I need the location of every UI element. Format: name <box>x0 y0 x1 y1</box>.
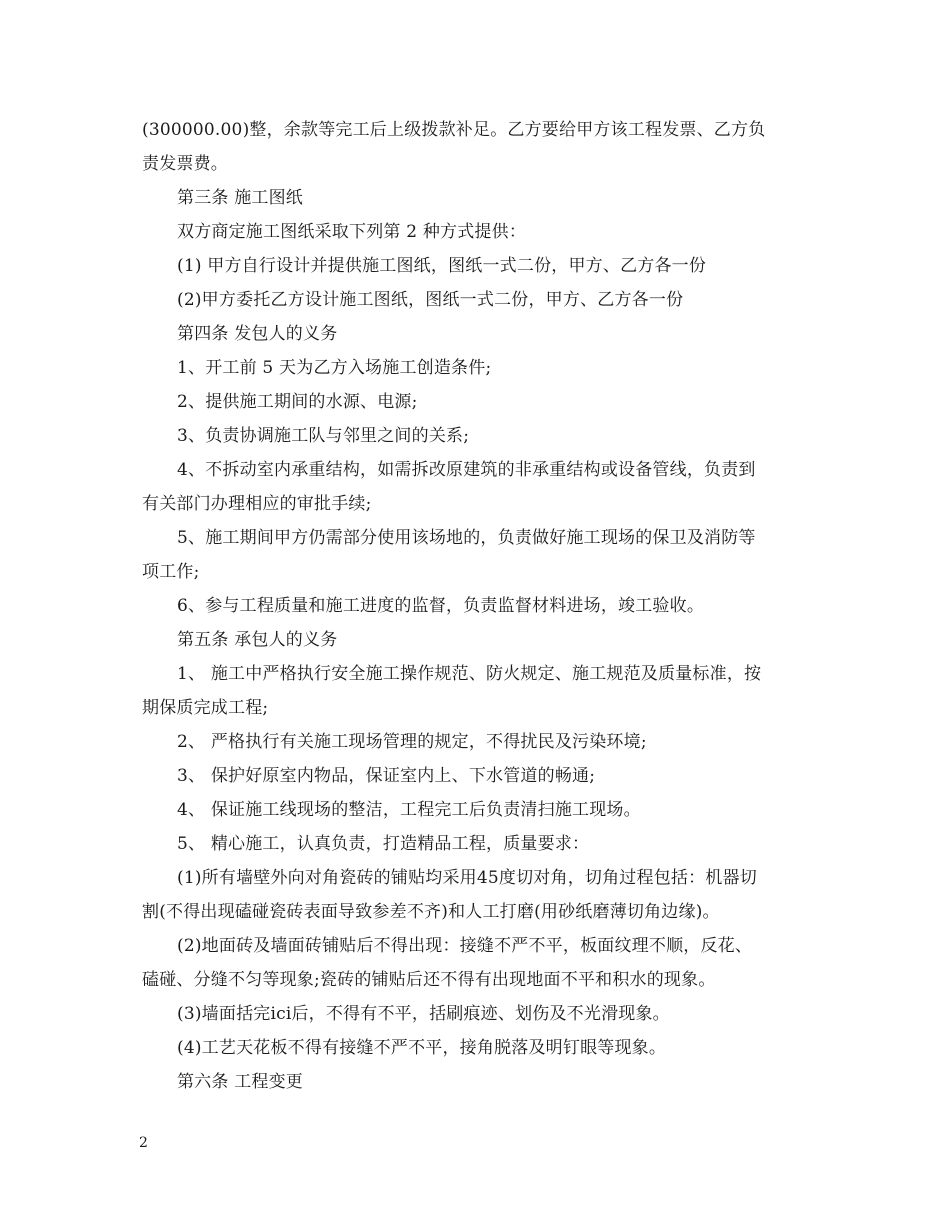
text-line: 6、参与工程质量和施工进度的监督，负责监督材料进场，竣工验收。 <box>177 596 705 616</box>
text-line: (300000.00)整，余款等完工后上级拨款补足。乙方要给甲方该工程发票、乙方负 <box>142 120 766 140</box>
text-line: 1、 施工中严格执行安全施工操作规范、防火规定、施工规范及质量标准，按 <box>177 664 762 684</box>
text-line: 1、开工前 5 天为乙方入场施工创造条件; <box>177 358 492 378</box>
text-line: 期保质完成工程; <box>142 698 269 718</box>
text-line: (2)地面砖及墙面砖铺贴后不得出现：接缝不严不平，板面纹理不顺，反花、 <box>177 936 753 956</box>
text-line: 项工作; <box>142 562 200 582</box>
text-line: 4、 保证施工线现场的整洁，工程完工后负责清扫施工现场。 <box>177 800 641 820</box>
page-number: 2 <box>139 1135 148 1151</box>
text-line: 第六条 工程变更 <box>177 1072 304 1092</box>
text-line: 割(不得出现磕碰瓷砖表面导致参差不齐)和人工打磨(用砂纸磨薄切角边缘)。 <box>142 902 720 922</box>
text-line: 5、 精心施工，认真负责，打造精品工程，质量要求： <box>177 834 590 854</box>
text-line: 4、不拆动室内承重结构，如需拆改原建筑的非承重结构或设备管线，负责到 <box>177 460 756 480</box>
text-line: (1)所有墙壁外向对角瓷砖的铺贴均采用45度切对角，切角过程包括：机器切 <box>177 868 757 888</box>
text-line: 第五条 承包人的义务 <box>177 630 338 650</box>
text-line: 5、施工期间甲方仍需部分使用该场地的，负责做好施工现场的保卫及消防等 <box>177 528 756 548</box>
text-line: (3)墙面括完ici后，不得有不平，括刷痕迹、划伤及不光滑现象。 <box>177 1004 670 1024</box>
text-line: 3、负责协调施工队与邻里之间的关系; <box>177 426 470 446</box>
text-line: 责发票费。 <box>142 154 228 174</box>
text-line: 3、 保护好原室内物品，保证室内上、下水管道的畅通; <box>177 766 596 786</box>
text-line: (1) 甲方自行设计并提供施工图纸，图纸一式二份，甲方、乙方各一份 <box>177 256 707 276</box>
text-line: 2、 严格执行有关施工现场管理的规定，不得扰民及污染环境; <box>177 732 647 752</box>
text-line: 第三条 施工图纸 <box>177 188 304 208</box>
document-body <box>142 113 822 1099</box>
text-line: 2、提供施工期间的水源、电源; <box>177 392 418 412</box>
text-line: 有关部门办理相应的审批手续; <box>142 494 372 514</box>
text-line: 第四条 发包人的义务 <box>177 324 338 344</box>
text-line: (4)工艺天花板不得有接缝不严不平，接角脱落及明钉眼等现象。 <box>177 1038 667 1058</box>
text-line: 磕碰、分缝不匀等现象;瓷砖的铺贴后还不得有出现地面不平和积水的现象。 <box>142 970 716 990</box>
text-line: (2)甲方委托乙方设计施工图纸，图纸一式二份，甲方、乙方各一份 <box>177 290 684 310</box>
text-line: 双方商定施工图纸采取下列第 2 种方式提供： <box>177 222 527 242</box>
